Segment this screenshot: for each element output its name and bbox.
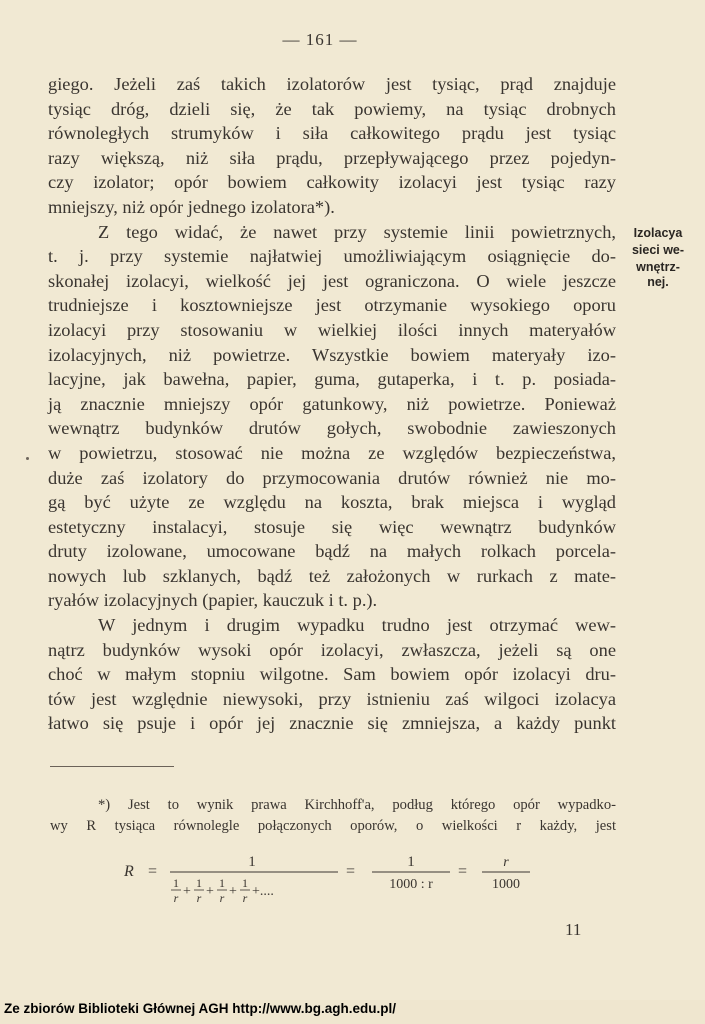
text-line: ryałów izolacyjnych (papier, kauczuk i t. p.). <box>48 590 378 611</box>
text-line: trudniejsze i kosztowniejsze jest otrzymanie wysokiego oporu <box>48 295 616 316</box>
text-line: mniejszy, niż opór jednego izolatora*). <box>48 196 335 217</box>
formula-numerator: r <box>503 855 509 870</box>
margin-note-line: Izolacya <box>633 226 683 240</box>
body-text <box>48 72 616 736</box>
margin-note-line: sieci we- <box>631 243 685 257</box>
denominator-term: 1 <box>196 876 202 890</box>
text-line: druty izolowane, umocowane bądź na małych rolkach porcela- <box>48 541 616 562</box>
formula-equals: = <box>346 863 356 880</box>
text-line: izolacyjnych, niż powietrze. Wszystkie bowiem materyały izo- <box>48 344 616 365</box>
text-line: tów jest względnie niewysoki, przy istnieniu zaś wilgoci izolacya <box>48 688 616 709</box>
text-line: w powietrzu, stosować nie można ze względów bezpieczeństwa, <box>48 442 616 463</box>
plus-sign: + <box>206 884 214 899</box>
text-line: estetyczny instalacyi, stosuje się więc wewnątrz budynków <box>48 516 616 537</box>
library-credit: Ze zbiorów Biblioteki Głównej AGH http://www.bg.agh.edu.pl/ <box>4 1001 396 1016</box>
denominator-var: r <box>242 891 248 905</box>
stray-mark <box>26 457 29 460</box>
footnote-divider <box>50 766 174 767</box>
text-line: W jednym i drugim wypadku trudno jest otrzymać wew- <box>98 615 616 636</box>
formula-numerator: 1 <box>407 854 415 870</box>
text-line: tysiąc dróg, dzieli się, że tak powiemy, na tysiąc drobnych <box>48 98 616 119</box>
formula-denominator: 1000 : r <box>389 877 433 892</box>
text-line: równoległych strumyków i siła całkowitego prądu jest tysiąc <box>48 123 616 144</box>
denominator-term: 1 <box>173 876 179 890</box>
text-line: t. j. przy systemie najłatwiej umożliwiającym osiągnięcie do- <box>48 246 616 267</box>
denominator-var: r <box>196 891 202 905</box>
paragraph-3 <box>48 613 616 736</box>
plus-sign: + <box>183 884 191 899</box>
margin-note-line: nej. <box>647 275 669 289</box>
margin-note <box>622 226 694 290</box>
text-line: gą być użyte ze względu na koszta, brak miejsca i wygląd <box>48 492 616 513</box>
paragraph-2 <box>48 220 616 614</box>
footnote-line: *) Jest to wynik prawa Kirchhoff'a, podług którego opór wypadko- <box>98 797 616 813</box>
denominator-var: r <box>219 891 225 905</box>
denominator-var: r <box>173 891 179 905</box>
text-line: Z tego widać, że nawet przy systemie linii powietrznych, <box>98 221 616 242</box>
formula-lhs: R <box>124 863 134 880</box>
text-line: razy większą, niż siła prądu, przepływającego przez pojedyn- <box>48 147 616 168</box>
formula-equals: = <box>148 863 158 880</box>
denominator-term: 1 <box>219 876 225 890</box>
text-line: łatwo się psuje i opór jej znacznie się zmniejsza, a każdy punkt <box>48 713 616 734</box>
formula-numerator: 1 <box>248 854 256 870</box>
footnote <box>50 795 616 837</box>
text-line: nowych lub szklanych, bądź też założonych w rurkach z mate- <box>48 565 616 586</box>
plus-sign: + <box>229 884 237 899</box>
margin-note-line: wnętrz- <box>636 260 680 274</box>
text-line: czy izolator; opór bowiem całkowity izolacyi jest tysiąc razy <box>48 172 616 193</box>
page-header: — 161 — <box>282 30 358 49</box>
denominator-term: 1 <box>242 876 248 890</box>
page-number: 11 <box>565 920 582 939</box>
text-line: izolacyi przy stosowaniu w wielkiej ilości innych materyałów <box>48 319 616 340</box>
formula-denominator: 1000 <box>492 877 520 892</box>
denominator-tail: +.... <box>252 884 274 899</box>
text-line: giego. Jeżeli zaś takich izolatorów jest tysiąc, prąd znajduje <box>48 74 616 94</box>
text-line: nątrz budynków wysoki opór izolacyi, zwłaszcza, jeżeli są one <box>48 639 616 660</box>
text-line: duże zaś izolatory do przymocowania drutów również nie mo- <box>48 467 616 488</box>
text-line: choć w małym stopniu wilgotne. Sam bowiem opór izolacyi dru- <box>48 664 616 685</box>
text-line: lacyjne, jak bawełna, papier, guma, gutaperka, i t. p. posiada- <box>48 369 616 390</box>
kirchhoff-formula <box>120 850 580 914</box>
text-line: wewnątrz budynków drutów gołych, swobodnie zawieszonych <box>48 418 616 439</box>
formula-equals: = <box>458 863 468 880</box>
text-line: skonałej izolacyi, wielkość jej jest ograniczona. O wiele jeszcze <box>48 270 616 291</box>
paragraph-1 <box>48 72 616 220</box>
text-line: ją znacznie mniejszy opór gatunkowy, niż powietrze. Ponieważ <box>48 393 616 414</box>
footnote-line: wy R tysiąca równolegle połączonych oporów, o wielkości r każdy, jest <box>50 818 616 834</box>
